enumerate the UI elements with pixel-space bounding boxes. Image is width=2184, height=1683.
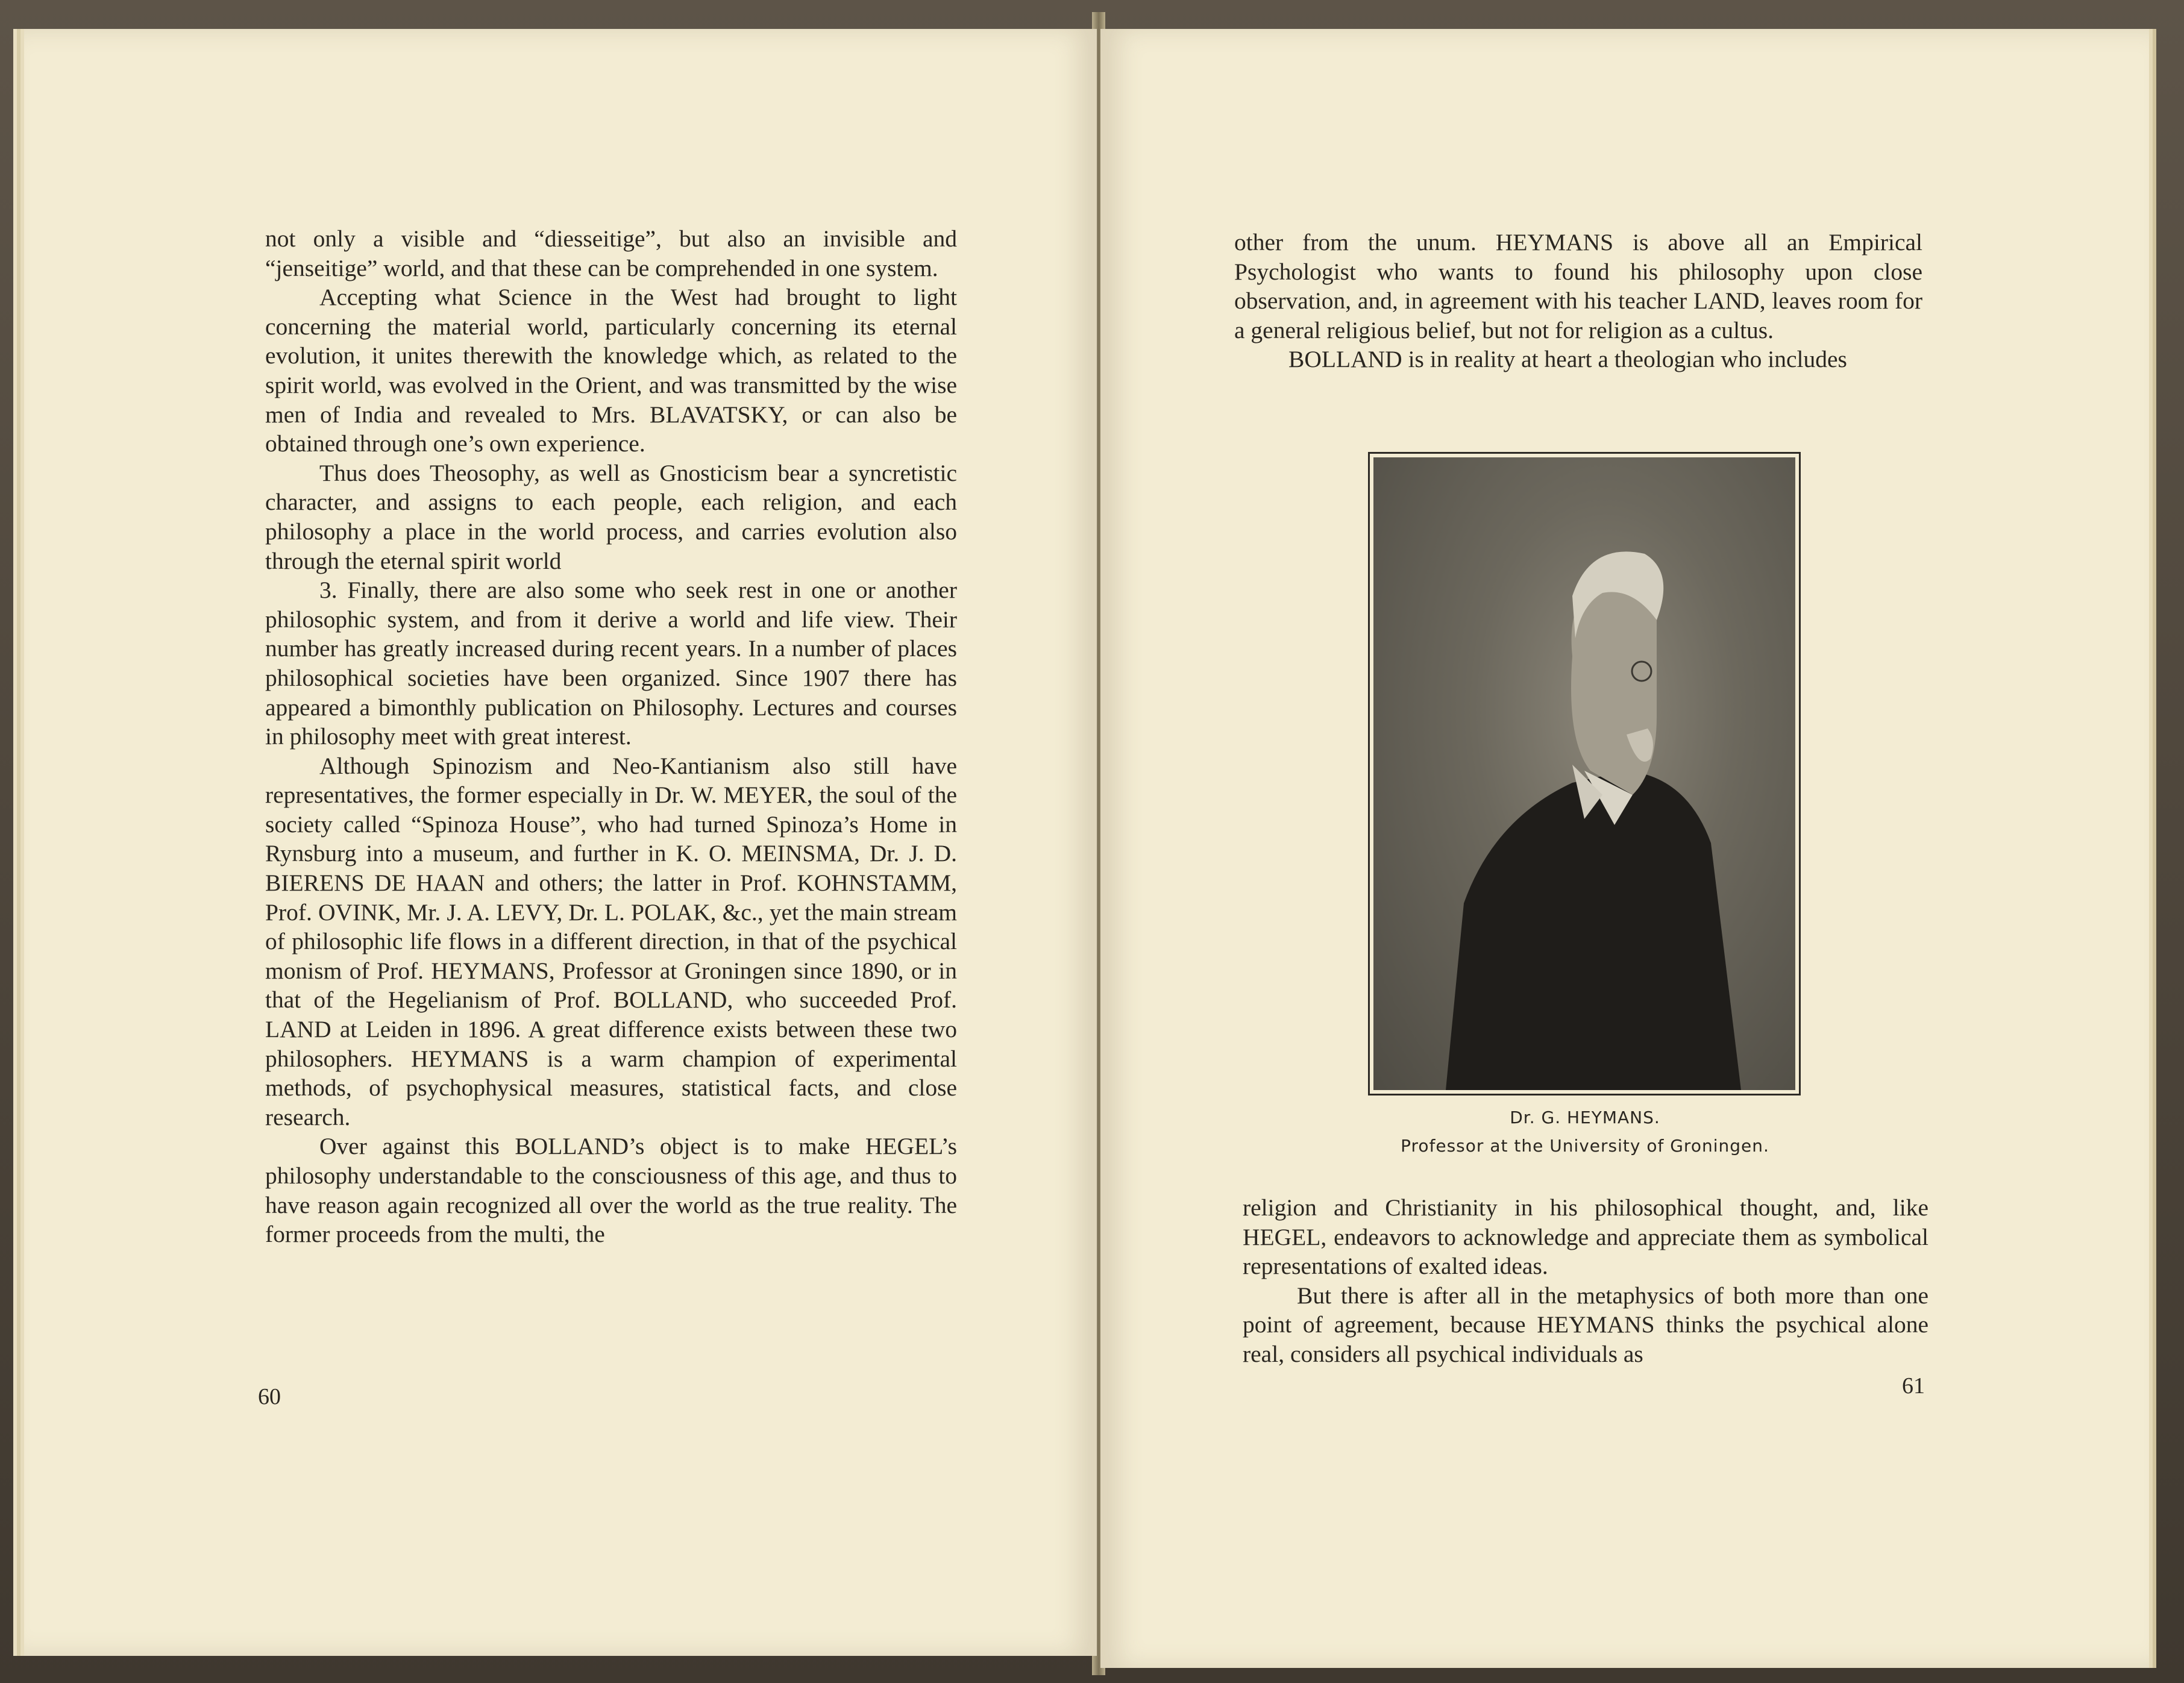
left-paragraph-4: 3. Finally, there are also some who seek rest in one or another philosophic system, and from it derive a world and life view. Their number has greatly increased during recent years. In a number of places philosophical societies have been organized. Since 1907 there has appeared a bimonthly publication on Philosophy. Lectures and courses in philosophy meet with great interest. bbox=[265, 577, 957, 750]
right-page-bottom-text bbox=[1243, 1193, 1928, 1369]
right-page-top-text bbox=[1234, 228, 1922, 374]
portrait-caption-title: Professor at the University of Groningen. bbox=[1401, 1136, 1769, 1156]
portrait-photo bbox=[1373, 457, 1795, 1090]
right-paragraph-2: BOLLAND is in reality at heart a theologian who includes bbox=[1288, 346, 1847, 373]
left-paragraph-1: not only a visible and “diesseitige”, but also an invisible and “jenseitige” world, and that these can be comprehended in one system. bbox=[265, 225, 957, 281]
right-paragraph-3: religion and Christianity in his philosophical thought, and, like HEGEL, endeavors to acknowledge and appreciate them as symbolical representations of exalted ideas. bbox=[1243, 1194, 1928, 1280]
portrait-frame bbox=[1368, 452, 1801, 1095]
left-paragraph-2: Accepting what Science in the West had brought to light concerning the material world, particularly concerning its eternal evolution, it unites therewith the knowledge which, as related to the spirit world, was evolved in the Orient, and was transmitted by the wise men of India and revealed to Mrs. BLAVATSKY, or can also be obtained through one’s own experience. bbox=[265, 284, 957, 457]
right-page-number: 61 bbox=[1902, 1373, 1925, 1399]
right-paragraph-4: But there is after all in the metaphysics of both more than one point of agreement, because HEYMANS thinks the psychical alone real, considers all psychical individuals as bbox=[1243, 1282, 1928, 1367]
left-page-number: 60 bbox=[258, 1384, 281, 1409]
left-paragraph-6: Over against this BOLLAND’s object is to make HEGEL’s philosophy understandable to the consciousness of this age, and thus to have reason again recognized all over the world as the true reality. The former proceeds from the multi, the bbox=[265, 1133, 957, 1248]
left-page-text bbox=[265, 224, 957, 1249]
left-paragraph-3: Thus does Theosophy, as well as Gnosticism bear a syncretistic character, and assigns to each people, each religion, and each philosophy a place in the world process, and carries evolution also through the eternal spirit world bbox=[265, 459, 957, 574]
portrait-figure bbox=[1373, 457, 1795, 1090]
right-paragraph-1: other from the unum. HEYMANS is above all an Empirical Psychologist who wants to found his philosophy upon close observation, and, in agreement with his teacher LAND, leaves room for a general religious belief, but not for religion as a cultus. bbox=[1234, 229, 1922, 343]
portrait-caption-name: Dr. G. HEYMANS. bbox=[1510, 1108, 1660, 1127]
left-paragraph-5: Although Spinozism and Neo-Kantianism also still have representatives, the former especially in Dr. W. MEYER, the soul of the society called “Spinoza House”, who had turned Spinoza’s Home in Rynsburg into a museum, and further in K. O. MEINSMA, Dr. J. D. BIERENS DE HAAN and others; the latter in Prof. KOHNSTAMM, Prof. OVINK, Mr. J. A. LEVY, Dr. L. POLAK, &c., yet the main stream of philosophic life flows in a different direction, in that of the psychical monism of Prof. HEYMANS, Professor at Groningen since 1890, or in that of the Hegelianism of Prof. BOLLAND, who succeeded Prof. LAND at Leiden in 1896. A great difference exists between these two philosophers. HEYMANS is a warm champion of experimental methods, of psychophysical measures, statistical facts, and close research. bbox=[265, 752, 957, 1130]
